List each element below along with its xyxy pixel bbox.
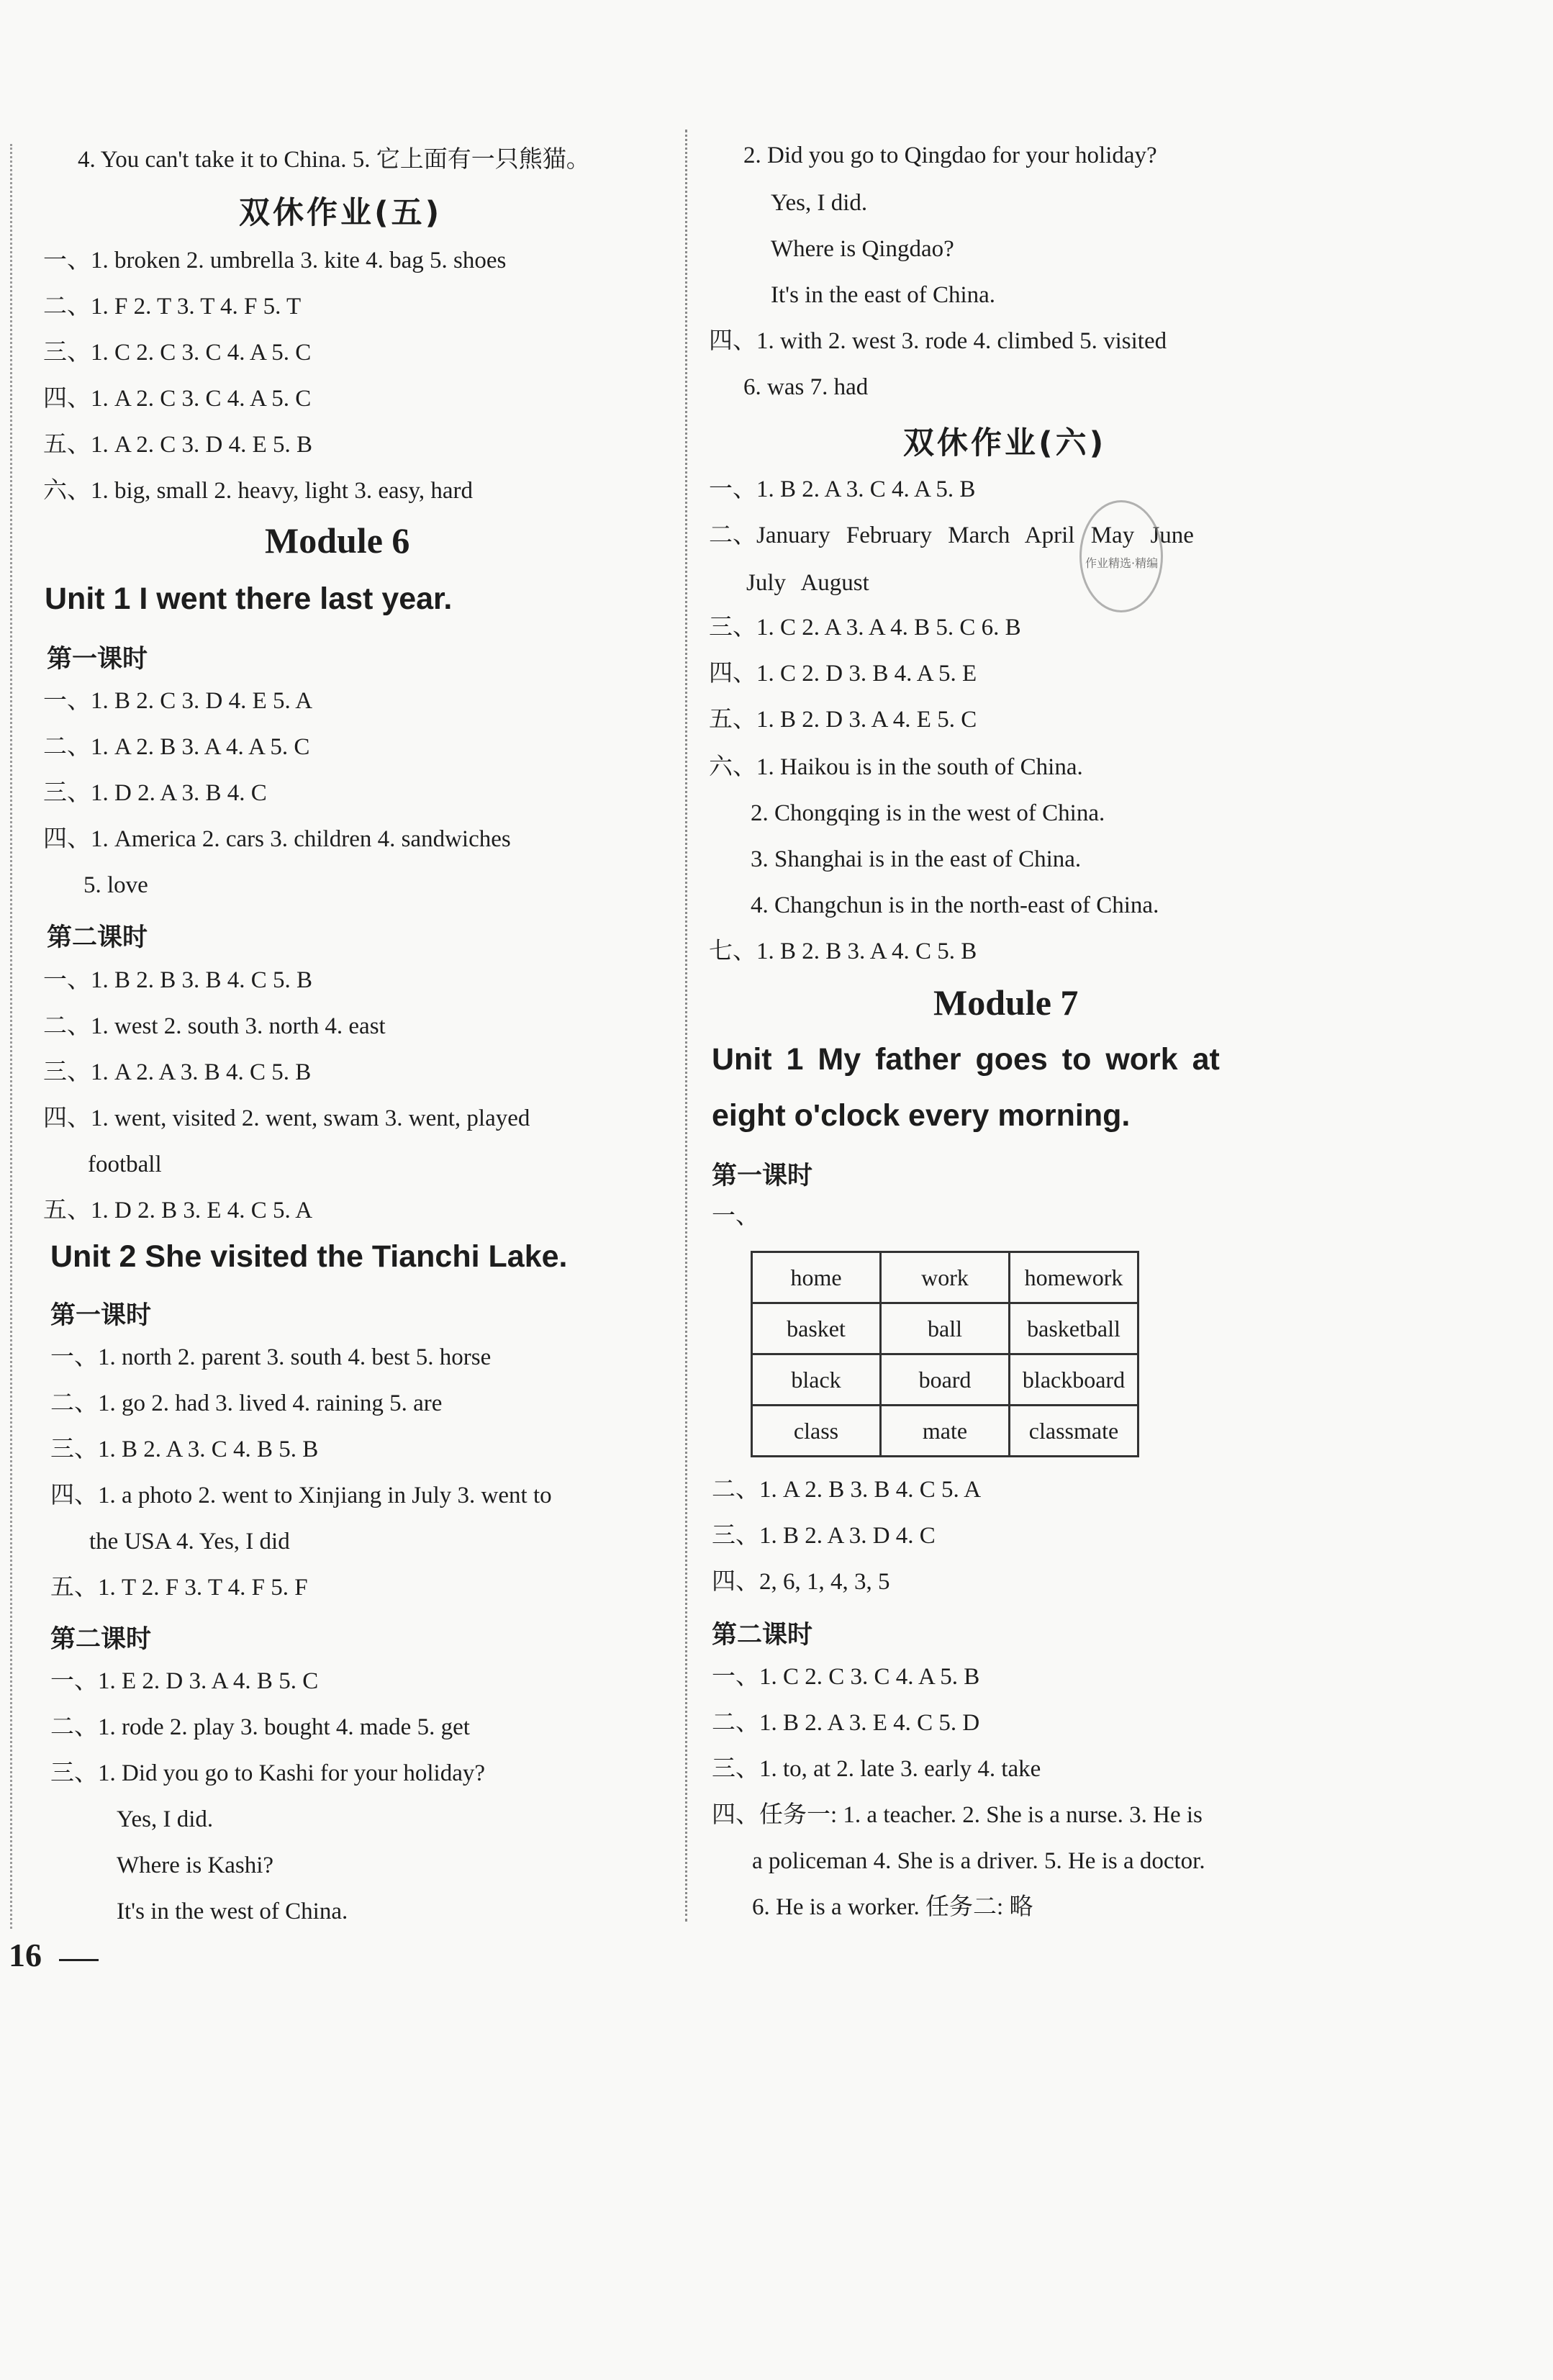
answer-line: 一、1. C 2. C 3. C 4. A 5. B	[712, 1664, 980, 1690]
answer-line: 五、1. D 2. B 3. E 4. C 5. A	[43, 1198, 313, 1223]
table-row	[752, 1354, 1138, 1406]
answer-line: It's in the east of China.	[771, 282, 996, 308]
answer-line: 2. Did you go to Qingdao for your holiday?	[743, 142, 1157, 168]
answer-line: Where is Qingdao?	[771, 236, 954, 262]
table-row	[752, 1406, 1138, 1457]
answer-line: 一、1. E 2. D 3. A 4. B 5. C	[50, 1668, 319, 1694]
answer-line: 六、1. Haikou is in the south of China.	[709, 754, 1083, 780]
answer-line: 四、1. C 2. D 3. B 4. A 5. E	[709, 661, 977, 687]
answer-line: 二、1. A 2. B 3. B 4. C 5. A	[712, 1477, 982, 1503]
table-cell: mate	[881, 1406, 1010, 1457]
answer-line: 6. was 7. had	[743, 374, 869, 400]
answer-line: the USA 4. Yes, I did	[89, 1529, 290, 1555]
table-cell: basket	[752, 1303, 881, 1354]
answer-line: 四、2, 6, 1, 4, 3, 5	[712, 1569, 890, 1595]
section-title-weekend-homework-6: 双休作业(六)	[903, 425, 1107, 461]
answer-line: 2. Chongqing is in the west of China.	[751, 800, 1105, 826]
answer-line: 4. Changchun is in the north-east of China.	[751, 892, 1159, 918]
stamp-text: 作业精选·精编	[1085, 556, 1159, 570]
table-cell: homework	[1010, 1252, 1138, 1303]
answer-line: 四、1. with 2. west 3. rode 4. climbed 5. visited	[709, 328, 1167, 354]
answer-line: 四、1. went, visited 2. went, swam 3. went, played	[43, 1105, 530, 1131]
answer-line: 四、1. A 2. C 3. C 4. A 5. C	[43, 386, 312, 412]
answer-line: 三、1. to, at 2. late 3. early 4. take	[712, 1756, 1041, 1782]
lesson-heading: 第二课时	[50, 1625, 152, 1654]
answer-line: 三、1. D 2. A 3. B 4. C	[43, 780, 267, 806]
table-cell: blackboard	[1010, 1354, 1138, 1406]
lesson-heading: 第二课时	[712, 1621, 813, 1650]
column-divider	[685, 130, 687, 1922]
table-row	[752, 1252, 1138, 1303]
lesson-heading: 第一课时	[50, 1301, 152, 1330]
word-table	[751, 1251, 1139, 1457]
answer-line: It's in the west of China.	[117, 1899, 348, 1924]
unit-2-heading: Unit 2 She visited the Tianchi Lake.	[50, 1239, 568, 1274]
table-cell: black	[752, 1354, 881, 1406]
answer-line: 二、1. A 2. B 3. A 4. A 5. C	[43, 734, 310, 760]
answer-line: 二、January February March April May June	[709, 522, 1194, 548]
unit-1-heading-line2: eight o'clock every morning.	[712, 1098, 1131, 1133]
answer-line: 二、1. rode 2. play 3. bought 4. made 5. get	[50, 1714, 470, 1740]
answer-line: football	[88, 1151, 162, 1177]
answer-line: July August	[746, 570, 869, 596]
table-cell: work	[881, 1252, 1010, 1303]
answer-line: 二、1. B 2. A 3. E 4. C 5. D	[712, 1710, 980, 1736]
answer-line: Where is Kashi?	[117, 1852, 274, 1878]
module-6-heading: Module 6	[265, 520, 410, 561]
lesson-heading: 第一课时	[712, 1162, 813, 1190]
answer-line: 三、1. C 2. A 3. A 4. B 5. C 6. B	[709, 615, 1021, 641]
answer-line: 四、任务一: 1. a teacher. 2. She is a nurse. 3. He is	[712, 1802, 1203, 1828]
answer-line: 四、1. a photo 2. went to Xinjiang in July 3. went to	[50, 1483, 552, 1508]
answer-line: 5. love	[83, 872, 148, 898]
table-cell: basketball	[1010, 1303, 1138, 1354]
answer-line: 二、1. go 2. had 3. lived 4. raining 5. are	[50, 1390, 443, 1416]
answer-line: 五、1. T 2. F 3. T 4. F 5. F	[50, 1575, 308, 1601]
answer-line: 6. He is a worker. 任务二: 略	[752, 1894, 1033, 1920]
answer-line: a policeman 4. She is a driver. 5. He is a doctor.	[752, 1848, 1205, 1874]
answer-line: 四、1. America 2. cars 3. children 4. sandwiches	[43, 826, 511, 852]
table-row	[752, 1303, 1138, 1354]
answer-line: 五、1. A 2. C 3. D 4. E 5. B	[43, 432, 313, 458]
answer-line: Yes, I did.	[117, 1806, 214, 1832]
table-cell: class	[752, 1406, 881, 1457]
left-edge-dots	[10, 144, 12, 1929]
unit-1-heading: Unit 1 I went there last year.	[45, 582, 453, 616]
page-number-dash	[59, 1959, 99, 1961]
answer-line: 三、1. C 2. C 3. C 4. A 5. C	[43, 340, 312, 366]
answer-line: 一、1. B 2. C 3. D 4. E 5. A	[43, 688, 313, 714]
table-cell: classmate	[1010, 1406, 1138, 1457]
unit-1-heading-line1: Unit 1 My father goes to work at	[712, 1042, 1220, 1077]
table-cell: ball	[881, 1303, 1010, 1354]
answer-line: 一、1. B 2. B 3. B 4. C 5. B	[43, 967, 313, 993]
answer-line: 三、1. B 2. A 3. D 4. C	[712, 1523, 936, 1549]
lesson-heading: 第一课时	[47, 645, 148, 674]
answer-line: 二、1. F 2. T 3. T 4. F 5. T	[43, 294, 302, 320]
answer-line: 三、1. B 2. A 3. C 4. B 5. B	[50, 1436, 319, 1462]
question-label: 一、	[712, 1203, 759, 1229]
answer-line: 五、1. B 2. D 3. A 4. E 5. C	[709, 707, 977, 733]
module-7-heading: Module 7	[933, 982, 1079, 1023]
answer-line: 二、1. west 2. south 3. north 4. east	[43, 1013, 386, 1039]
answer-line: 三、1. Did you go to Kashi for your holiday?	[50, 1760, 486, 1786]
answer-line: 三、1. A 2. A 3. B 4. C 5. B	[43, 1059, 312, 1085]
section-title-weekend-homework-5: 双休作业(五)	[239, 195, 443, 231]
answer-line: Yes, I did.	[771, 190, 868, 216]
answer-line: 一、1. broken 2. umbrella 3. kite 4. bag 5. shoes	[43, 248, 507, 273]
lesson-heading: 第二课时	[47, 923, 148, 952]
answer-line: 3. Shanghai is in the east of China.	[751, 846, 1082, 872]
answer-line: 一、1. north 2. parent 3. south 4. best 5. horse	[50, 1344, 492, 1370]
answer-line: 一、1. B 2. A 3. C 4. A 5. B	[709, 476, 976, 502]
answer-line: 六、1. big, small 2. heavy, light 3. easy, hard	[43, 478, 473, 504]
answer-line: 七、1. B 2. B 3. A 4. C 5. B	[709, 938, 977, 964]
table-cell: home	[752, 1252, 881, 1303]
answer-line: 4. You can't take it to China. 5. 它上面有一只熊猫。	[78, 147, 590, 173]
page-number: 16	[9, 1937, 42, 1973]
table-cell: board	[881, 1354, 1010, 1406]
